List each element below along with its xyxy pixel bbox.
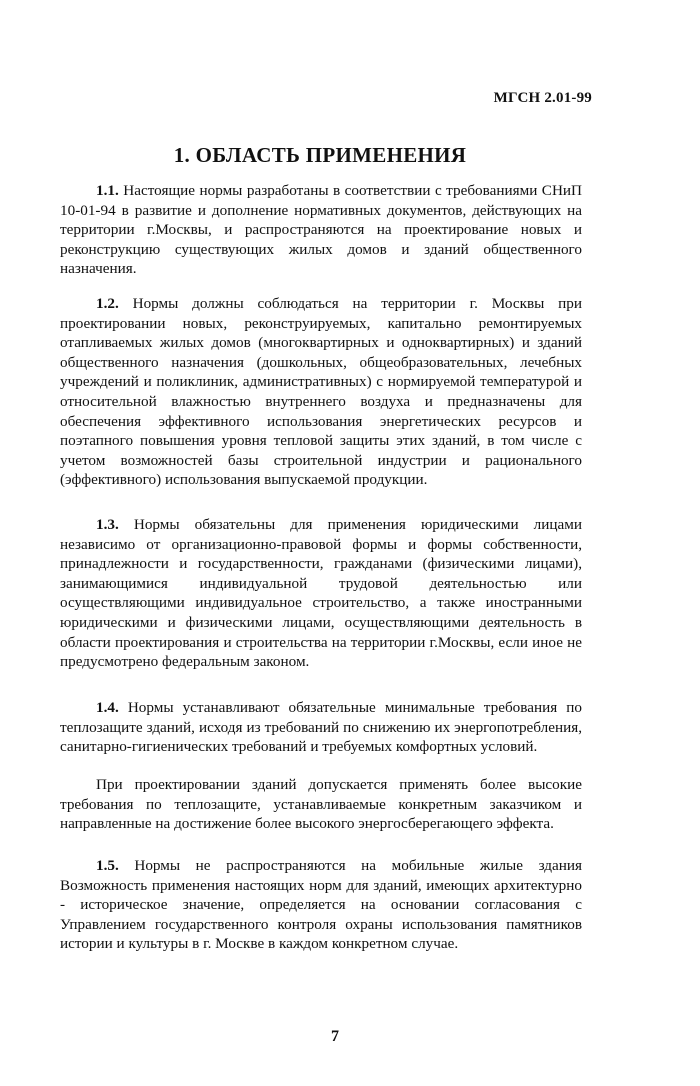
paragraph-number: 1.2. xyxy=(96,295,119,312)
paragraph-text: Нормы не распространяются на мобильные жилые здания Возможность применения настоящих норм для зданий, имеющих архитектурно - историческое значение, определяется на основании согласования с Управлением государственного контроля охраны использования памятников истории и культуры в г. Москве в каждом конкретном случае. xyxy=(60,857,582,953)
page-number: 7 xyxy=(331,1028,339,1045)
paragraph-1-3 xyxy=(60,515,582,672)
paragraph-number: 1.3. xyxy=(96,516,119,533)
paragraph-text: Нормы должны соблюдаться на территории г. Москвы при проектировании новых, реконструируемых, капитально ремонтируемых отапливаемых жилых домов (многоквартирных и одноквартирных) и зданий общественного назначения (дошкольных, общеобразовательных, лечебных учреждений и поликлиник, административных) с нормируемой температурой и относительной влажностью внутреннего воздуха и предназначены для обеспечения эффективного использования энергетических ресурсов и поэтапного повышения уровня тепловой защиты этих зданий, в том числе с учетом возможностей базы строительной индустрии и рационального (эффективного) использования выпускаемой продукции. xyxy=(60,295,582,489)
document-code-header: МГСН 2.01-99 xyxy=(493,90,592,106)
paragraph-1-4 xyxy=(60,698,582,757)
paragraph-number: 1.5. xyxy=(96,857,119,874)
section-title: 1. ОБЛАСТЬ ПРИМЕНЕНИЯ xyxy=(173,143,467,167)
paragraph-number: 1.4. xyxy=(96,699,119,716)
paragraph-1-2 xyxy=(60,294,582,490)
paragraph-number: 1.1. xyxy=(96,182,119,199)
paragraph-text: Нормы обязательны для применения юридическими лицами независимо от организационно-правовой формы и формы собственности, принадлежности и государственности, гражданами (физическими лицами), занимающимися индивидуальной трудовой деятельностью или осуществляющими индивидуальное строительство, а также иностранными юридическими и физическими лицами, осуществляющими деятельность в области проектирования и строительства на территории г.Москвы, если иное не предусмотрено федеральным законом. xyxy=(60,516,582,671)
paragraph-text: Нормы устанавливают обязательные минимальные требования по теплозащите зданий, исходя из требований по снижению их энергопотребления, санитарно-гигиенических требований и требуемых комфортных условий. xyxy=(60,699,582,756)
paragraph-1-5 xyxy=(60,856,582,954)
paragraph-1-1 xyxy=(60,181,582,279)
paragraph-1-4-continuation: При проектировании зданий допускается применять более высокие требования по теплозащите, устанавливаемые конкретным заказчиком и направленные на достижение более высокого энергосберегающего эффекта. xyxy=(60,776,582,833)
paragraph-text: Настоящие нормы разработаны в соответствии с требованиями СНиП 10-01-94 в развитие и дополнение нормативных документов, действующих на территории г.Москвы, и распространяются на проектирование новых и реконструкцию существующих жилых домов и зданий общественного назначения. xyxy=(60,182,583,278)
